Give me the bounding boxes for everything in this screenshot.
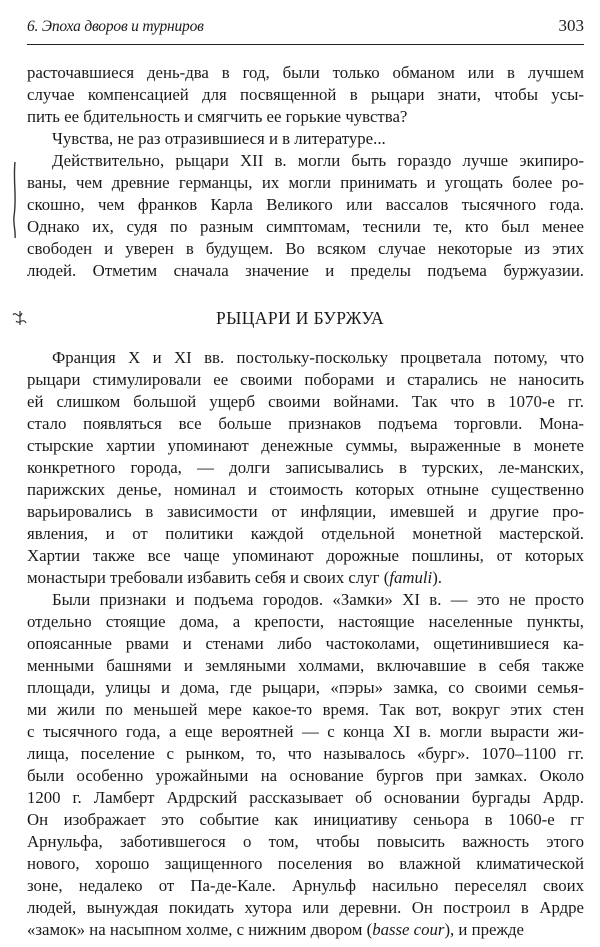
text-line: стырские хартии упоминают денежные суммы, выраженные в монете xyxy=(27,436,584,455)
text-line: Он изображает это событие как инициативу сеньора в 1060-е гг xyxy=(27,810,584,829)
text-line: варьировались в зависимости от инфляции, имевшей и другие про- xyxy=(27,502,584,521)
page-number: 303 xyxy=(558,16,584,35)
text-span: , и прежде xyxy=(450,920,524,939)
italic-term-famuli: famuli xyxy=(389,568,433,587)
text-line: опоясанные рвами и стенами либо частоколами, ощетинившиеся ка- xyxy=(27,634,584,653)
text-span: «замок» на насыпном холме, с нижним двором xyxy=(27,920,363,939)
text-line: расточавшиеся день-два в год, были только обманом или в лучшем xyxy=(27,63,584,82)
text-line: конкретного города, — долги записывались в турских, ле-манских, xyxy=(27,458,584,477)
text-line: ей слишком большой ущерб своими войнами. Так что в 1070-е гг. xyxy=(27,392,584,411)
text-line: ми жили по меньшей мере какое-то время. Так вот, вокруг этих стен xyxy=(27,700,584,719)
section-heading: РЫЦАРИ И БУРЖУА xyxy=(215,308,385,328)
text-line: Хартии также все чаще упоминают дорожные пошлины, от которых xyxy=(27,546,584,565)
text-line: зоне, недалеко от Па-де-Кале. Арнульф насильно переселял своих xyxy=(27,876,584,895)
text-line: площади, улицы и дома, где рыцари, «пэры» замка, со своими семья- xyxy=(27,678,584,697)
text-line: Арнульфа, заботившегося о том, чтобы повысить важность этого xyxy=(27,832,584,851)
running-head: 6. Эпоха дворов и турниров xyxy=(27,18,204,35)
text-line: 1200 г. Ламберт Ардрский рассказывает об основании бургады Ардр. xyxy=(27,788,584,807)
text-line: скошно, чем франков Карла Великого или вассалов тысячного года. xyxy=(27,195,584,214)
text-line-famuli xyxy=(27,567,584,589)
text-line: людей, вынуждая покидать хутора или деревни. Он построил в Ардре xyxy=(27,898,584,917)
page-header xyxy=(27,14,584,45)
text-line: людей. Отметим сначала значение и пределы подъема буржуазии. xyxy=(27,261,584,280)
text-line: случае компенсацией для посвященной в рыцари знати, чтобы усы- xyxy=(27,85,584,104)
text-span: ). xyxy=(432,568,443,587)
text-line: пить ее бдительность и смягчить ее горькие чувства? xyxy=(27,107,408,126)
pencil-margin-mark-icon xyxy=(8,160,22,240)
text-span: ) xyxy=(444,920,451,939)
text-line: нового, хорошо защищенного поселения во влажной климатической xyxy=(27,854,584,873)
text-span: монастыри требовали избавить себя и своих слуг xyxy=(27,568,380,587)
text-line: Действительно, рыцари XII в. могли быть гораздо лучше экипиро- xyxy=(52,151,584,170)
text-span: ( xyxy=(379,568,390,587)
text-line: парижских денье, номинал и стоимость которых отныне существенно xyxy=(27,480,584,499)
text-line: Чувства, не раз отразившиеся и в литературе... xyxy=(52,129,386,148)
italic-term-basse-cour: basse cour xyxy=(372,920,445,939)
text-line: с тысячного года, а еще вероятней — с конца XI в. могли вырасти жи- xyxy=(27,722,584,741)
text-line: были особенно урожайными на основание бургов при замках. Около xyxy=(27,766,584,785)
text-line: явления, и от политики каждой отдельной монетной мастерской. xyxy=(27,524,584,543)
text-line: Франция X и XI вв. постольку-поскольку процветала потому, что xyxy=(52,348,584,367)
text-line-basse-cour xyxy=(27,919,584,941)
text-line: Однако их, судя по разным симптомам, теснили те, кто был менее xyxy=(27,217,584,236)
text-line: отдельно стоящие дома, а крепости, настоящие населенные пункты, xyxy=(27,612,584,631)
text-span: ( xyxy=(362,920,373,939)
text-line: менными башнями и земляными холмами, включавшие в себя также xyxy=(27,656,584,675)
text-line: Были признаки и подъема городов. «Замки» XI в. — это не просто xyxy=(52,590,584,609)
text-line: рыцари стимулировали ее своими поборами и старались не наносить xyxy=(27,370,584,389)
text-line: свободен и уверен в будущем. Во всяком случае некоторые из этих xyxy=(27,239,584,258)
text-line: ваны, чем древние германцы, их могли принимать и угощать более ро- xyxy=(27,173,584,192)
text-line: лища, поселение с рынком, то, что называлось «бург». 1070–1100 гг. xyxy=(27,744,584,763)
text-line: стало появляться все больше признаков подъема торговли. Мона- xyxy=(27,414,584,433)
